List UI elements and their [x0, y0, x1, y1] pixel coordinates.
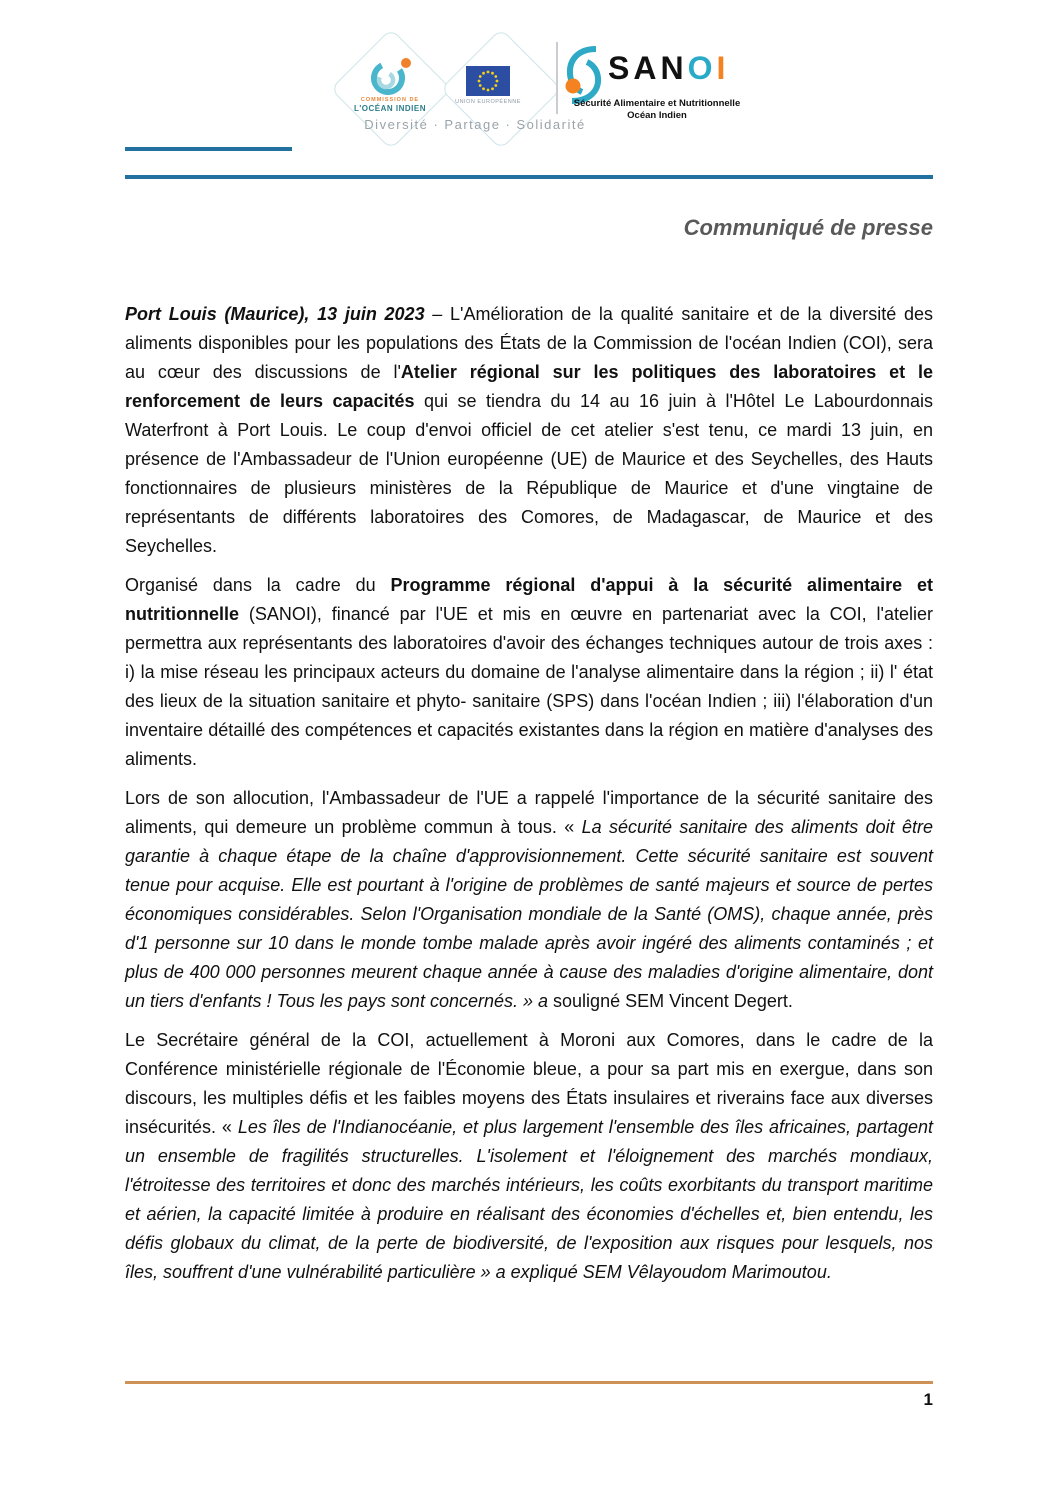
eu-flag-icon: [466, 66, 510, 96]
text-run: Les îles de l'Indianocéanie, et plus largement l'ensemble des îles africaines, partagent un ensemble de fragilités structurelles. L'isolement et l'éloignement des marchés mondiaux, l'étroitesse des territoires et donc des marchés intérieurs, les coûts exorbitants du transport maritime et aérien, la capacité limitée à produire en réalisant des économies d'échelles et, bien entendu, les défis globaux du climat, de la perte de biodiversité, de l'exposition aux risques pour lesquels, nos îles, souffrent d'une vulnérabilité particulière »: [125, 1117, 933, 1282]
sanoi-subtitle-line2: Océan Indien: [627, 110, 687, 121]
sanoi-title-black: SAN: [608, 50, 688, 86]
text-run: Lors de son allocution, l'Ambassadeur de l'UE a rappelé l'importance de la sécurité sanitaire des aliments, qui demeure un problème commun à tous. «: [125, 788, 933, 837]
page-number: 1: [923, 1390, 933, 1409]
sanoi-title-orange: I: [716, 50, 730, 86]
text-run: Port Louis (Maurice), 13 juin 2023: [125, 304, 425, 324]
short-blue-rule: [125, 147, 292, 151]
footer-orange-rule: [125, 1381, 933, 1384]
text-run: a expliqué SEM Vêlayoudom Marimoutou.: [490, 1262, 832, 1282]
text-run: souligné SEM Vincent Degert.: [548, 991, 793, 1011]
coi-logo-line1: COMMISSION DE: [360, 97, 420, 103]
text-run: – L'Amélioration de la qualité sanitaire et de la diversité des aliments disponibles pour les populations des États de la Commission de l'océan Indien (COI), sera au cœur des discussions de l': [125, 304, 933, 382]
paragraph-programme: [125, 571, 933, 774]
text-run: Programme régional d'appui à la sécurité alimentaire et nutritionnelle: [125, 575, 933, 624]
sanoi-title-teal: O: [687, 50, 717, 86]
coi-spiral-icon: [364, 52, 416, 98]
text-run: qui se tiendra du 14 au 16 juin à l'Hôtel Le Labourdonnais Waterfront à Port Louis. Le coup d'envoi officiel de cet atelier s'est tenu, ce mardi 13 juin, en présence de l'Ambassadeur de l'Union européenne (UE) de Maurice et des Seychelles, des Hauts fonctionnaires de plusieurs ministères de la République de Maurice et d'une vingtaine de représentants de différents laboratoires des Comores, de Madagascar, de Maurice et des Seychelles.: [125, 391, 933, 556]
text-run: La sécurité sanitaire des aliments doit être garantie à chaque étape de la chaîne d'approvisionnement. Cette sécurité sanitaire est souvent tenue pour acquise. Elle est pourtant à l'origine de problèmes de santé majeurs et source de pertes économiques considérables. Selon l'Organisation mondiale de la Santé (OMS), chaque année, près d'1 personne sur 10 dans le monde tombe malade après avoir ingéré des aliments contaminés ; et plus de 400 000 personnes meurent chaque année à cause des maladies d'origine alimentaire, dont un tiers d'enfants ! Tous les pays sont concernés. » a: [125, 817, 933, 1011]
text-run: (SANOI), financé par l'UE et mis en œuvre en partenariat avec la COI, l'atelier permettra aux représentants des laboratoires d'avoir des échanges techniques autour de trois axes : i) la mise réseau les principaux acteurs du domaine de l'analyse alimentaire dans la région ; ii) l' état des lieux de la situation sanitaire et phyto- sanitaire (SPS) dans l'océan Indien ; iii) l'élaboration d'un inventaire détaillé des compétences et capacités existantes dans la région en matière d'analyses des aliments.: [125, 604, 933, 769]
coi-logo-line2: L'OCÉAN INDIEN: [353, 104, 426, 113]
text-run: Le Secrétaire général de la COI, actuellement à Moroni aux Comores, dans le cadre de la Conférence ministérielle régionale de l'Économie bleue, a pour sa part mis en exergue, dans son discours, les multiples défis et les faibles moyens des États insulaires et riverains face aux diverses insécurités. «: [125, 1030, 933, 1137]
sanoi-seed-icon: [562, 46, 604, 104]
long-blue-rule: [125, 175, 933, 179]
text-run: Organisé dans la cadre du: [125, 575, 391, 595]
text-run: Atelier régional sur les politiques des laboratoires et le renforcement de leurs capacités: [125, 362, 933, 411]
paragraph-ambassador-quote: [125, 784, 933, 1016]
sanoi-logo-title: [608, 52, 729, 84]
document-kicker: Communiqué de presse: [683, 215, 933, 240]
paragraph-intro: [125, 300, 933, 561]
coi-motto: Diversité · Partage · Solidarité: [364, 117, 586, 132]
paragraph-secretary-quote: [125, 1026, 933, 1287]
document-body: [125, 300, 933, 1297]
sanoi-subtitle-line1: Sécurité Alimentaire et Nutritionnelle: [573, 98, 741, 109]
eu-logo-label: UNION EUROPÉENNE: [455, 99, 521, 105]
